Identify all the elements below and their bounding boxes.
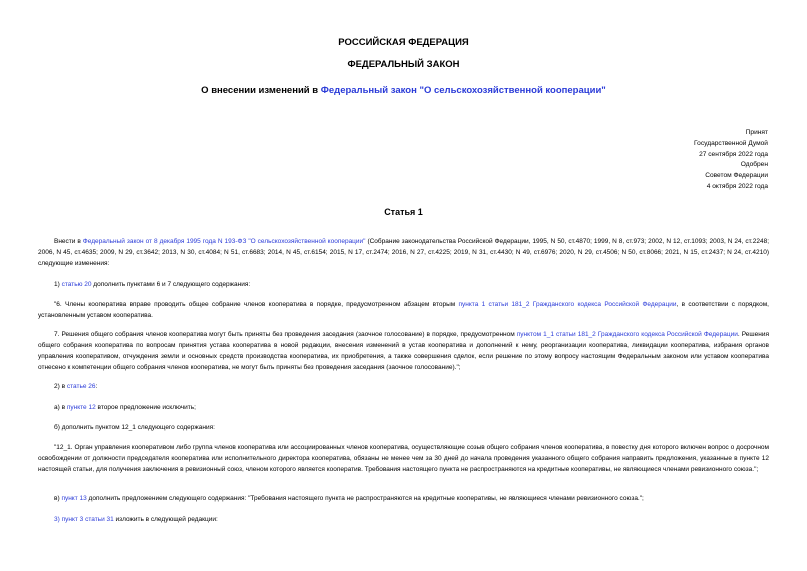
intro-text: (Собрание законодательства Российской Федерации, 1995, N 50, ст.4870; 1999, N 8, ст.973; 2002, N 12, ст.1093; 2003, N 24, ст.2248; 2006, N 45, ст.4635; 2009, N 29, ст.3642; 2013, N 30, ст.4084; N 51, ст.6683; 2014, N 45, ст.6154; 2015, N 17, ст.2474; 2016, N 27, ст.4225; 2019, N 31, ст.4430; N 49, ст.6976; 2020, N 29, ст.4506; N 50, ст.8066; 2021, N 15, ст.2437; N 24, ст.4210) следующие изменения: [38, 238, 769, 267]
subitem-b: б) дополнить пунктом 12_1 следующего содержания: [54, 424, 215, 431]
quote-point-6 [38, 300, 769, 322]
point-6-text-end: , в соответствии с порядком, установленным уставом кооператива. [38, 301, 769, 319]
quote-point-7 [38, 330, 769, 374]
quote-point-12-1: "12_1. Орган управления кооперативом либо группа членов кооператива или ассоциированных членов кооператива, осуществляющие созыв общего собрания членов кооператива, в повестку дня которого включен вопрос о досрочном освобождении от должности председателя кооператива или исполнительного директора кооператива, обязаны не менее чем за 30 дней до начала проведения указанного общего собрания направить предложения, указанные в пункте 12 настоящей статьи, для получения заключения в ревизионный союз, членом которого является кооператив. Требования настоящего пункта не распространяются на кредитные кооперативы, не являющиеся членами ревизионного союза."; [38, 444, 769, 473]
approved-label: Одобрен [740, 161, 768, 169]
adopted-by: Государственной Думой [694, 139, 768, 147]
point-6-text: "6. Члены кооператива вправе проводить общее собрание членов кооператива в порядке, предусмотренном абзацем вторым [54, 301, 459, 308]
law-title-link[interactable]: Федеральный закон "О сельскохозяйственной кооперации" [320, 85, 606, 96]
adopted-label: Принят [745, 129, 768, 136]
item-3-text: изложить в следующей редакции: [113, 516, 218, 523]
item-1 [38, 280, 769, 291]
article-31-link[interactable]: пункт 3 статьи 31 [61, 516, 114, 523]
subitem-a [38, 403, 769, 414]
point-12-link[interactable]: пункте 12 [66, 404, 96, 411]
subitem-v [38, 494, 769, 505]
paragraph-intro [38, 237, 769, 270]
law-type-heading: ФЕДЕРАЛЬНЫЙ ЗАКОН [347, 59, 460, 70]
item-1-prefix: 1) [54, 281, 62, 288]
item-3 [38, 515, 769, 526]
intro-prefix: Внести в [54, 238, 83, 245]
item-3-prefix: 3) [54, 516, 62, 523]
item-1-text: дополнить пунктами 6 и 7 следующего содержания: [91, 281, 251, 288]
subitem-v-text: дополнить предложением следующего содержания: "Требования настоящего пункта не распространяются на кредитные кооперативы, не являющиеся членами ревизионного союза."; [86, 495, 644, 502]
article-20-link[interactable]: статью 20 [61, 281, 92, 288]
adopted-date: 27 сентября 2022 года [699, 150, 768, 158]
subitem-v-prefix: в) [54, 495, 62, 502]
law-title-prefix: О внесении изменений в [201, 85, 321, 96]
item-2 [38, 382, 769, 393]
item-2-text: : [95, 383, 98, 390]
adoption-block [694, 128, 768, 193]
article-heading: Статья 1 [384, 207, 423, 217]
law-reference-link[interactable]: Федеральный закон от 8 декабря 1995 года N 193-ФЗ "О сельскохозяйственной кооперации" [82, 238, 366, 245]
country-heading: РОССИЙСКАЯ ФЕДЕРАЦИЯ [338, 37, 469, 48]
item-2-prefix: 2) в [54, 383, 67, 390]
article-26-link[interactable]: статье 26 [66, 383, 96, 390]
approved-by: Советом Федерации [705, 172, 768, 180]
subitem-a-text: второе предложение исключить; [95, 404, 196, 411]
civil-code-1-1-link[interactable]: пунктом 1_1 статьи 181_2 Гражданского кодекса Российской Федерации [516, 331, 738, 338]
approved-date: 4 октября 2022 года [706, 182, 768, 190]
point-7-text: 7. Решения общего собрания членов кооператива могут быть приняты без проведения заседания (заочное голосование) в порядке, предусмотренном [54, 331, 517, 338]
point-13-link[interactable]: пункт 13 [61, 495, 87, 502]
point-7-text-end: . Решения общего собрания кооператива по вопросам принятия устава кооператива в новой редакции, внесения изменений в устав кооператива и дополнений к нему, реорганизации кооператива, ликвидации кооператива, избрания органов управления кооперативом, отчуждения земли и основных средств производства кооператива, их приобретения, а также совершения сделок, если решение по этому вопросу настоящим Федеральным законом или уставом кооператива отнесено к компетенции общего собрания членов кооператива, не могут быть приняты без проведения заседания (заочное голосование)."; [38, 331, 769, 371]
civil-code-181-2-link[interactable]: пункта 1 статьи 181_2 Гражданского кодекса Российской Федерации [458, 301, 677, 308]
law-title [0, 85, 807, 96]
subitem-a-prefix: а) в [54, 404, 67, 411]
